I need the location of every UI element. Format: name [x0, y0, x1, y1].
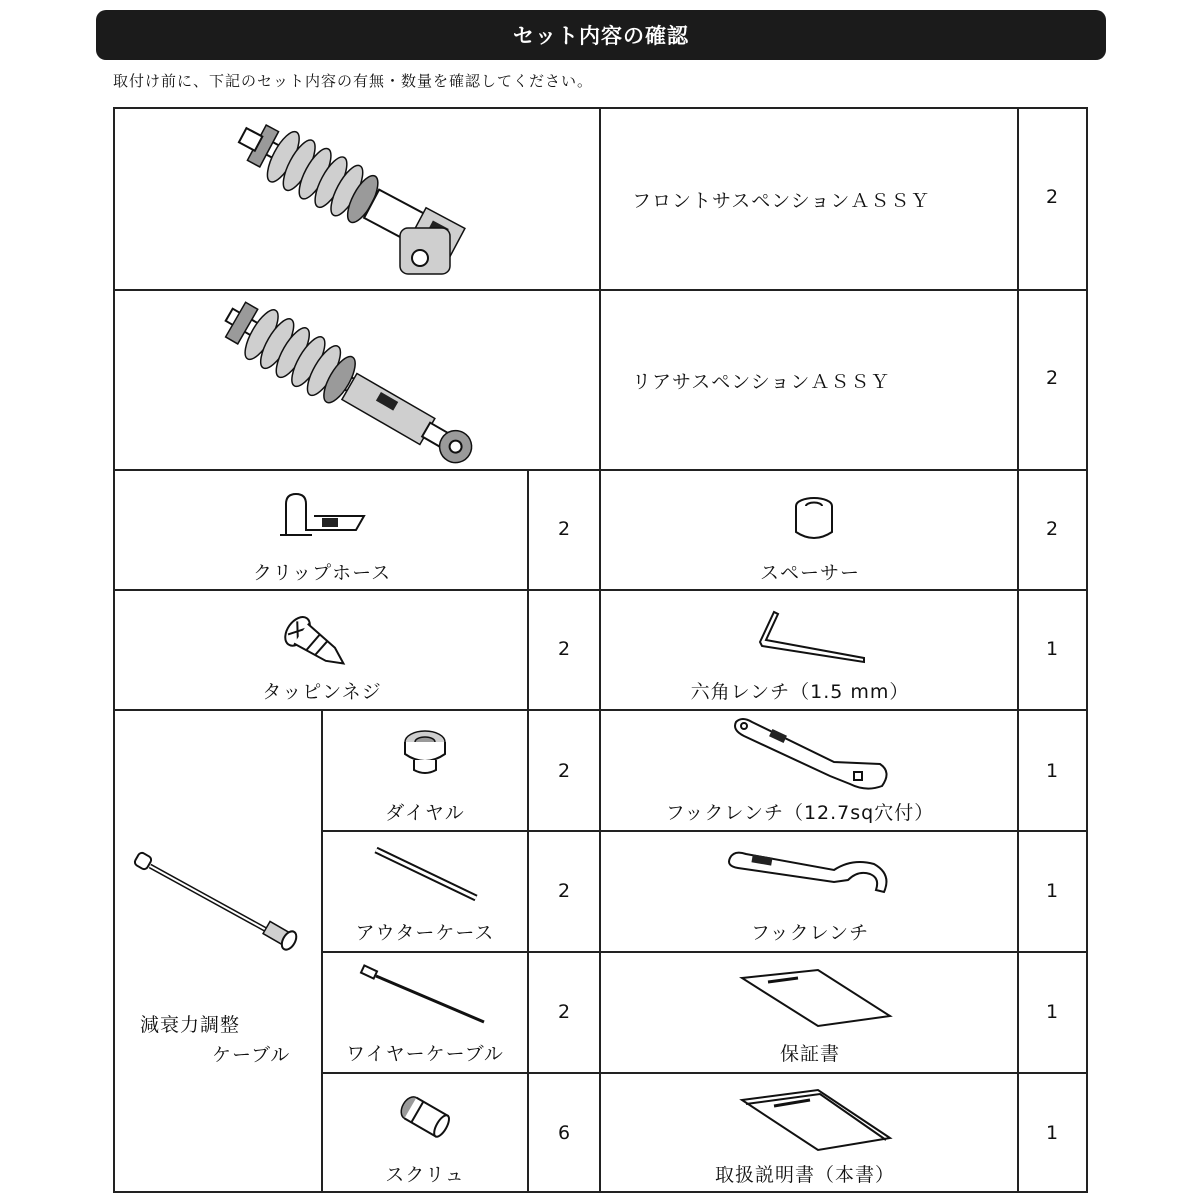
- damping-cable-icon: [138, 852, 308, 952]
- hex-wrench-label: 六角レンチ（1.5 mm）: [690, 681, 910, 703]
- spacer-qty: 2: [1045, 518, 1059, 540]
- wire-cable-qty: 2: [557, 1001, 571, 1023]
- damping-cable-label-line1: 減衰力調整: [140, 1014, 241, 1036]
- front-suspension-qty: 2: [1045, 186, 1059, 208]
- manual-icon: [738, 1088, 893, 1154]
- hex-wrench-qty: 1: [1045, 638, 1059, 660]
- front-suspension-icon: [230, 118, 490, 288]
- manual-label: 取扱説明書（本書）: [714, 1164, 896, 1186]
- warranty-label: 保証書: [779, 1043, 841, 1065]
- outer-case-qty: 2: [557, 880, 571, 902]
- spacer-icon: [792, 496, 836, 542]
- wire-cable-icon: [360, 964, 490, 1024]
- hook-wrench-label: フックレンチ: [750, 922, 870, 944]
- hose-clip-qty: 2: [557, 518, 571, 540]
- screw-qty: 6: [557, 1122, 571, 1144]
- tapping-screw-qty: 2: [557, 638, 571, 660]
- page-title: セット内容の確認: [96, 10, 1106, 60]
- wire-cable-label: ワイヤーケーブル: [346, 1043, 504, 1065]
- hook-wrench-square-icon: [730, 714, 900, 794]
- dial-label: ダイヤル: [385, 802, 465, 824]
- rear-suspension-qty: 2: [1045, 367, 1059, 389]
- hose-clip-icon: [276, 490, 366, 540]
- front-suspension-label: フロントサスペンションＡＳＳＹ: [632, 190, 931, 212]
- tapping-screw-label: タッピンネジ: [262, 681, 382, 703]
- warranty-qty: 1: [1045, 1001, 1059, 1023]
- rear-suspension-label: リアサスペンションＡＳＳＹ: [632, 371, 891, 393]
- hook-wrench-square-label: フックレンチ（12.7sq穴付）: [665, 802, 935, 824]
- hook-wrench-qty: 1: [1045, 880, 1059, 902]
- rear-suspension-icon: [210, 296, 510, 466]
- manual-qty: 1: [1045, 1122, 1059, 1144]
- warranty-card-icon: [738, 968, 893, 1030]
- screw-icon: [398, 1092, 454, 1142]
- hex-wrench-icon: [752, 606, 872, 666]
- hose-clip-label: クリップホース: [252, 562, 392, 584]
- damping-cable-label-line2: ケーブル: [212, 1044, 291, 1066]
- outer-case-icon: [372, 844, 482, 904]
- dial-icon: [400, 728, 450, 778]
- screw-label: スクリュ: [385, 1164, 465, 1186]
- hook-wrench-square-qty: 1: [1045, 760, 1059, 782]
- dial-qty: 2: [557, 760, 571, 782]
- tapping-screw-icon: [282, 612, 362, 672]
- outer-case-label: アウターケース: [355, 922, 495, 944]
- hook-wrench-icon: [724, 848, 894, 898]
- spacer-label: スペーサー: [759, 562, 861, 584]
- instruction-text: 取付け前に、下記のセット内容の有無・数量を確認してください。: [113, 72, 594, 90]
